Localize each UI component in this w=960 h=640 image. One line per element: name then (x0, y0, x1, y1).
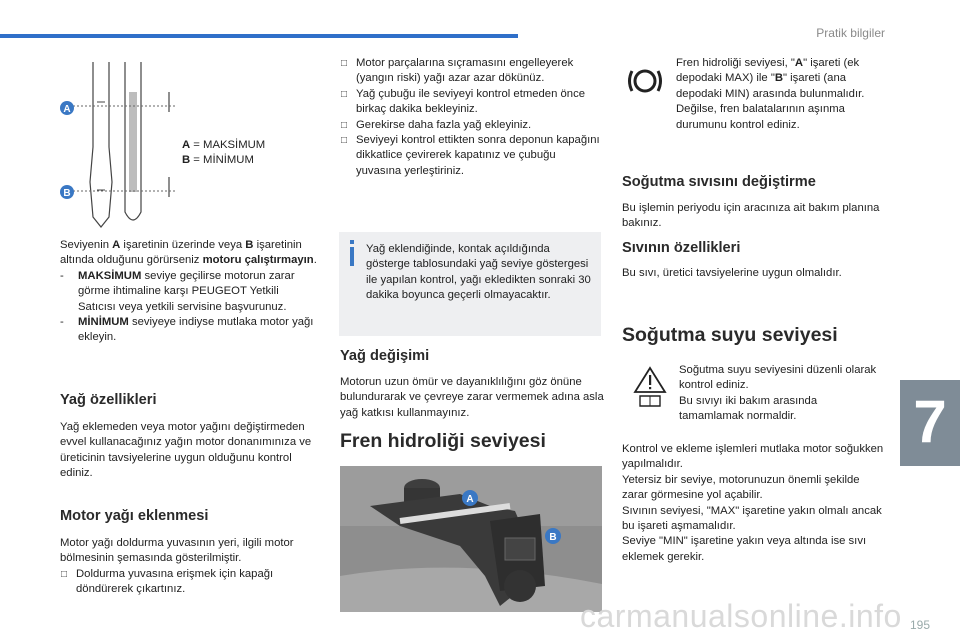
brake-text-2: " işareti (ek depodaki MAX) ile " (676, 57, 860, 85)
intro-b: B (245, 239, 254, 251)
brake-text-3: " işareti (ana depodaki MIN) arasında bulunmalıdır. Değilse, fren balatalarının aşınma durumunu kontrol ediniz. (676, 72, 865, 131)
oil-level-warning (60, 238, 318, 346)
oil-change-text: Motorun uzun ömür ve dayanıklılığını göz önüne bulundurarak ve çevreye zarar vermemek adına asla yağ katkısı kullanmayınız. (340, 376, 604, 419)
bullet-box-icon: □ (341, 135, 348, 147)
coolant-change-text: Bu işlemin periyodu için aracınıza ait bakım planına bakınız. (622, 202, 880, 230)
legend-b-text: = MİNİMUM (190, 154, 254, 167)
coolant-line: Kontrol ve ekleme işlemleri mutlaka motor soğukken yapılmalıdır. (622, 443, 884, 471)
heading-oil-change: Yağ değişimi (340, 348, 430, 364)
heading-brake-fluid: Fren hidroliği seviyesi (340, 430, 546, 452)
step-text: Yağ çubuğu ile seviyeyi kontrol etmeden önce birkaç dakika bekleyiniz. (356, 87, 586, 116)
intro-text-3: işaretinin altında olduğunu görürseniz (60, 239, 302, 267)
watermark: carmanualsonline.info (580, 598, 902, 634)
oil-add-text: Motor yağı doldurma yuvasının yeri, ilgili motor bölmesinin şemasında gösterilmiştir. (60, 537, 294, 565)
coolant-line: Sıvının seviyesi, "MAX" işaretine yakın olmalı ancak bu işareti aşmamalıdır. (622, 504, 882, 533)
coolant-line: Seviye "MIN" işaretine yakın veya altında ise sıvı eklemek gerekir. (622, 535, 867, 563)
oil-add-section (60, 536, 318, 598)
brake-a: A (794, 57, 804, 69)
page-number: 195 (909, 618, 930, 632)
photo-marker-b-label: B (549, 532, 557, 543)
brake-b: B (774, 72, 783, 85)
heading-coolant-level: Soğutma suyu seviyesi (622, 324, 838, 346)
bullet-box-icon: □ (61, 568, 68, 580)
info-text: Yağ eklendiğinde, kontak açıldığında gösterge tablosundaki yağ seviye göstergesi ile yapılan kontrol, yağı ekledikten sonraki 30 dakika boyunca geçerli olmayacaktır. (366, 243, 591, 302)
heading-oil-spec: Yağ özellikleri (60, 392, 157, 408)
marker-b-label: B (63, 188, 71, 199)
step-text: Gerekirse daha fazla yağ ekleyiniz. (356, 118, 532, 131)
photo-marker-a-label: A (466, 494, 474, 505)
heading-coolant-change: Soğutma sıvısını değiştirme (622, 174, 816, 190)
step-item (340, 56, 602, 87)
coolant-icon-text: Soğutma suyu seviyesini düzenli olarak kontrol ediniz. Bu sıvıyı iki bakım arasında tamamlamak normaldir. (679, 364, 877, 423)
legend-b-letter: B (182, 154, 191, 167)
brake-warning-icon (626, 66, 664, 96)
intro-bold: motoru çalıştırmayın (202, 254, 314, 267)
step-item (340, 133, 602, 179)
brake-reservoir-photo (340, 466, 602, 612)
dash-min-bold: MİNİMUM (78, 316, 129, 329)
intro-text-2: işaretinin üzerinde veya (120, 239, 246, 251)
coolant-instructions (622, 442, 884, 565)
oil-spec-text: Yağ eklemeden veya motor yağını değiştirmeden evvel kullanacağınız yağın motor donanımınıza ve üreticinin tavsiyelerine uygun olduğunu kontrol ediniz. (60, 421, 312, 480)
dash-item-min (60, 315, 318, 346)
dash-mark: - (60, 269, 64, 282)
dash-max-bold: MAKSİMUM (78, 269, 142, 282)
dash-item-max (60, 269, 318, 315)
header-accent-bar (0, 34, 518, 38)
bullet-box-icon: □ (341, 58, 348, 69)
brake-text-1: Fren hidroliği seviyesi, " (676, 57, 795, 69)
step-text: Motor parçalarına sıçramasını engelleyerek (yangın riski) yağı azar azar dökünüz. (356, 57, 574, 85)
legend-a-text: = MAKSİMUM (190, 139, 266, 151)
dipstick-illustration (55, 52, 185, 232)
fluid-spec-text: Bu sıvı, üretici tavsiyelerine uygun olmalıdır. (622, 267, 842, 279)
coolant-line: Yetersiz bir seviye, motorunuzun önemli şekilde zarar görmesine yol açabilir. (622, 473, 860, 502)
dash-min-text: seviyeye indiyse mutlaka motor yağı ekleyin. (78, 316, 314, 344)
info-icon (347, 240, 357, 266)
brake-level-text (676, 56, 886, 133)
legend-a-letter: A (182, 139, 191, 151)
coolant-warning-icon (632, 364, 668, 408)
chapter-number: 7 (913, 388, 947, 455)
marker-a-label: A (63, 104, 71, 115)
oil-add-bullet-text: Doldurma yuvasına erişmek için kapağı döndürerek çıkartınız. (76, 567, 274, 596)
intro-a: A (112, 239, 121, 251)
step-item (340, 87, 602, 118)
intro-text-1: Seviyenin (60, 239, 113, 251)
bullet-box-icon: □ (341, 119, 348, 131)
step-item (340, 118, 602, 133)
oil-fill-steps (340, 56, 602, 179)
section-title: Pratik bilgiler (816, 26, 885, 40)
heading-fluid-spec: Sıvının özellikleri (622, 240, 741, 256)
intro-end: . (313, 254, 317, 267)
dipstick-legend (182, 138, 302, 169)
heading-oil-add: Motor yağı eklenmesi (60, 508, 209, 524)
dash-max-text: seviye geçilirse motorun zarar görme ihtimaline karşı PEUGEOT Yetkili Satıcısı veya yetkili servisine başvurunuz. (78, 269, 295, 313)
step-text: Seviyeyi kontrol ettikten sonra deponun kapağını dikkatlice çevirerek kapatınız ve çubuğu yuvasına yerleştiriniz. (356, 134, 600, 177)
bullet-box-icon: □ (341, 88, 348, 100)
dash-mark: - (60, 316, 64, 329)
oil-add-bullet-item (60, 567, 318, 598)
